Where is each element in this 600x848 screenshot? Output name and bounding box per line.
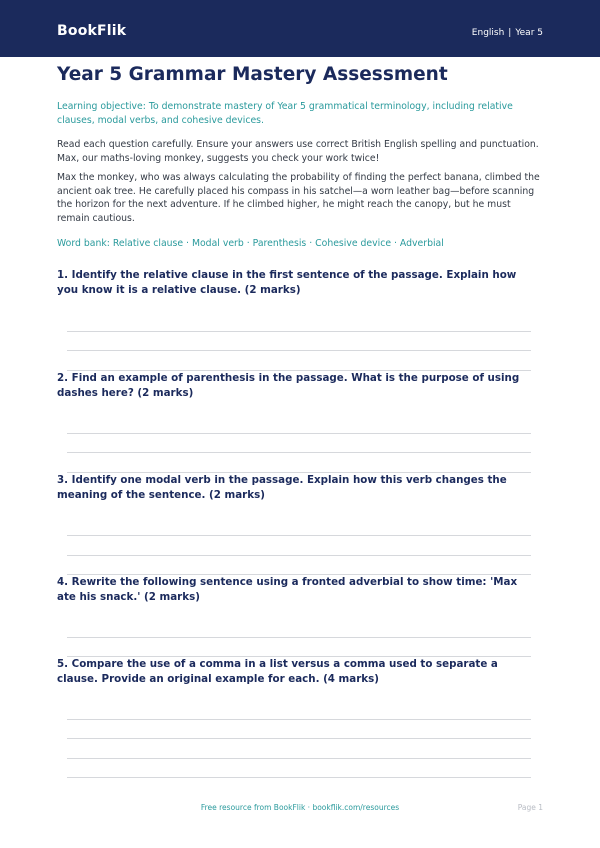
header-separator: | [508, 28, 512, 38]
answer-line[interactable] [67, 452, 531, 453]
question-1: 1. Identify the relative clause in the first sentence of the passage. Explain how you know it is a relative clause. (2 marks) [57, 269, 517, 296]
answer-line[interactable] [67, 555, 531, 556]
subject-label: English [471, 28, 505, 38]
answer-line[interactable] [67, 637, 531, 638]
page-header [0, 0, 600, 57]
answer-line[interactable] [67, 758, 531, 759]
question-5: 5. Compare the use of a comma in a list versus a comma used to separate a clause. Provide an original example for each. (4 marks) [57, 658, 498, 685]
learning-objective: Learning objective: To demonstrate mastery of Year 5 grammatical terminology, including relative clauses, modal verbs, and cohesive devices. [57, 101, 513, 126]
answer-line[interactable] [67, 777, 531, 778]
question-3: 3. Identify one modal verb in the passage. Explain how this verb changes the meaning of the sentence. (2 marks) [57, 474, 507, 501]
answer-line[interactable] [67, 331, 531, 332]
answer-line[interactable] [67, 738, 531, 739]
page-title: Year 5 Grammar Mastery Assessment [57, 64, 448, 85]
word-bank: Word bank: Relative clause · Modal verb · Parenthesis · Cohesive device · Adverbial [57, 238, 444, 249]
brand-logo[interactable]: BookFlik [57, 23, 127, 39]
question-2: 2. Find an example of parenthesis in the passage. What is the purpose of using dashes here? (2 marks) [57, 372, 520, 399]
question-4: 4. Rewrite the following sentence using a fronted adverbial to show time: 'Max ate his snack.' (2 marks) [57, 576, 518, 603]
answer-line[interactable] [67, 350, 531, 351]
footer-link[interactable]: Free resource from BookFlik · bookflik.com/resources [200, 803, 400, 812]
reading-passage: Max the monkey, who was always calculating the probability of finding the perfect banana, climbed the ancient oak tree. He carefully placed his compass in his satchel—a worn leather bag—before scanning the horizon for the next adventure. If he climbed higher, he might reach the canopy, but he must remain cautious. [57, 172, 540, 224]
instructions: Read each question carefully. Ensure your answers use correct British English spelling and punctuation. Max, our maths-loving monkey, suggests you check your work twice! [57, 139, 539, 164]
header-meta [472, 28, 543, 38]
answer-line[interactable] [67, 433, 531, 434]
year-label: Year 5 [515, 28, 543, 38]
answer-line[interactable] [67, 535, 531, 536]
page-number: Page 1 [517, 803, 543, 812]
answer-line[interactable] [67, 719, 531, 720]
